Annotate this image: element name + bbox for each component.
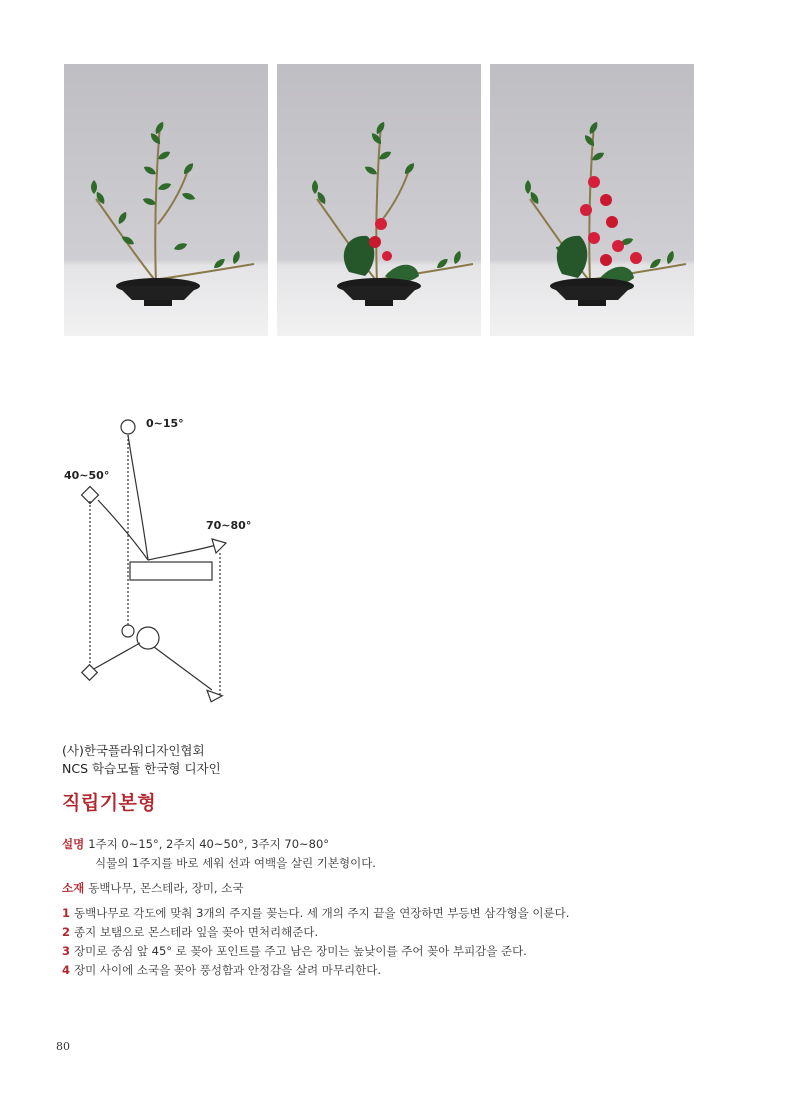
step-number: 3	[62, 944, 71, 958]
step-1	[62, 904, 752, 923]
third-stem-line	[148, 545, 216, 560]
photo-step-3	[490, 64, 694, 336]
step-4	[62, 961, 752, 980]
label-third-angle: 70~80°	[206, 519, 252, 532]
materials-label: 소재	[62, 881, 85, 895]
step-text: 장미로 중심 앞 45° 로 꽂아 포인트를 주고 남은 장미는 높낮이를 주어 꽂아 부피감을 준다.	[74, 944, 527, 958]
description-block	[62, 835, 752, 980]
photo-step-1	[64, 64, 268, 336]
third-stem-triangle	[212, 539, 226, 553]
org-line-1: (사)한국플라워디자인협회	[62, 743, 205, 758]
step-text: 장미 사이에 소국을 꽂아 풍성함과 안정감을 살려 마무리한다.	[74, 963, 381, 977]
main-stem-circle	[121, 420, 135, 434]
step-number: 2	[62, 925, 71, 939]
photo-sequence	[64, 64, 694, 336]
description-label: 설명	[62, 837, 85, 851]
description-row-1	[62, 835, 752, 854]
angle-diagram	[60, 405, 280, 709]
plan-second-square	[82, 665, 98, 681]
step-number: 4	[62, 963, 71, 977]
second-stem-square	[82, 487, 99, 504]
photo-step-2	[277, 64, 481, 336]
page-number: 80	[56, 1040, 70, 1053]
materials-text: 동백나무, 몬스테라, 장미, 소국	[88, 881, 244, 895]
organization-credit	[62, 742, 221, 778]
step-3	[62, 942, 752, 961]
materials-row	[62, 879, 752, 898]
design-title: 직립기본형	[62, 792, 157, 814]
plan-main-circle	[122, 625, 134, 637]
step-number: 1	[62, 906, 71, 920]
step-text: 동백나무로 각도에 맞춰 3개의 주지를 꽂는다. 세 개의 주지 끝을 연장하면 부등변 삼각형을 이룬다.	[74, 906, 570, 920]
step-text: 종지 보탬으로 몬스테라 잎을 꽂아 면처리해준다.	[74, 925, 319, 939]
main-stem-line	[128, 435, 148, 560]
description-angles: 1주지 0~15°, 2주지 40~50°, 3주지 70~80°	[88, 837, 330, 851]
org-line-2: NCS 학습모듈 한국형 디자인	[62, 761, 221, 776]
plan-center-circle	[137, 627, 159, 649]
label-second-angle: 40~50°	[64, 469, 110, 482]
container-rect	[130, 562, 212, 580]
step-2	[62, 923, 752, 942]
label-main-angle: 0~15°	[146, 417, 184, 430]
description-row-2: 식물의 1주지를 바로 세워 선과 여백을 살린 기본형이다.	[95, 856, 376, 870]
